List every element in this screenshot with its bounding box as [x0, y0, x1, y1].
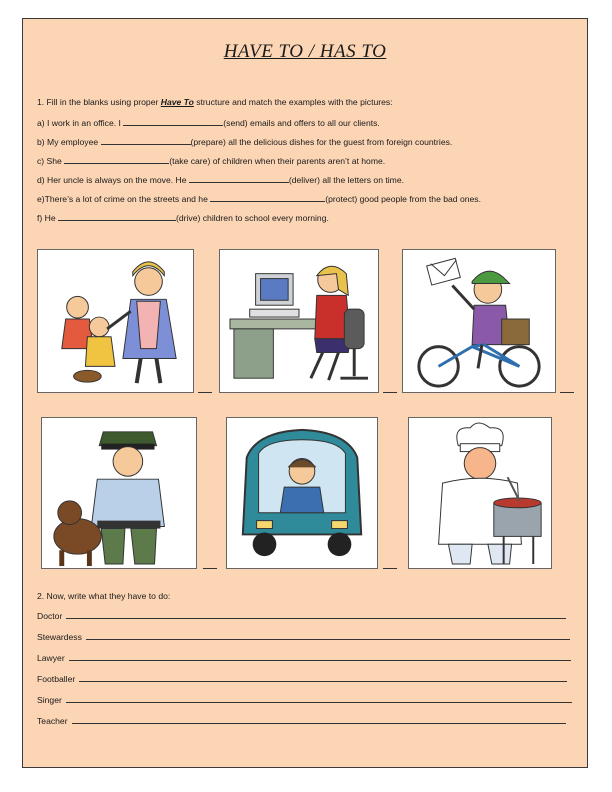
exercise1-instruction [37, 97, 393, 107]
sentence-f [37, 212, 329, 223]
sentence-b [37, 136, 452, 147]
sentence-d [37, 174, 404, 185]
profession-label: Doctor [37, 611, 63, 621]
instruction-suffix: structure and match the examples with the pictures: [193, 97, 393, 107]
profession-label: Teacher [37, 716, 68, 726]
instruction-prefix: 1. Fill in the blanks using proper [37, 97, 161, 107]
profession-label: Footballer [37, 674, 76, 684]
bus-driver-illustration [227, 418, 377, 568]
answer-mark-2[interactable] [383, 391, 397, 393]
sentence-text: (drive) children to school every morning. [176, 213, 329, 223]
postman-bicycle-illustration [403, 250, 555, 392]
sentence-e [37, 193, 481, 204]
policeman-dog-illustration [42, 418, 196, 568]
answer-blank[interactable] [189, 174, 289, 183]
sentence-text: e)There’s a lot of crime on the streets and he [37, 194, 211, 204]
profession-row [37, 674, 567, 684]
answer-mark-3[interactable] [560, 391, 574, 393]
profession-row [37, 611, 566, 621]
answer-mark-5[interactable] [383, 567, 397, 569]
answer-line[interactable] [79, 680, 567, 682]
sentence-text: f) He [37, 213, 59, 223]
page-title: HAVE TO / HAS TO [223, 41, 387, 62]
sentence-text: a) I work in an office. I [37, 118, 124, 128]
sentence-a [37, 117, 380, 128]
sentence-text: b) My employee [37, 137, 101, 147]
sentence-text: (deliver) all the letters on time. [288, 175, 404, 185]
answer-blank[interactable] [58, 212, 176, 221]
worksheet [22, 18, 588, 768]
exercise2-instruction: 2. Now, write what they have to do: [37, 591, 171, 601]
picture-office-worker [219, 249, 379, 393]
profession-row [37, 695, 572, 705]
answer-mark-4[interactable] [203, 567, 217, 569]
answer-blank[interactable] [101, 136, 191, 145]
answer-line[interactable] [72, 722, 566, 724]
picture-bus-driver [226, 417, 378, 569]
nanny-children-illustration [38, 250, 193, 392]
instruction-key-phrase: Have To [160, 97, 194, 107]
answer-line[interactable] [69, 659, 571, 661]
answer-blank[interactable] [64, 155, 169, 164]
profession-label: Lawyer [37, 653, 65, 663]
profession-row [37, 653, 571, 663]
answer-line[interactable] [66, 701, 572, 703]
sentence-text: (send) emails and offers to all our clients. [223, 118, 380, 128]
picture-policeman [41, 417, 197, 569]
sentence-text: (protect) good people from the bad ones. [325, 194, 481, 204]
answer-line[interactable] [66, 617, 566, 619]
picture-nanny [37, 249, 194, 393]
sentence-text: (prepare) all the delicious dishes for the guest from foreign countries. [190, 137, 453, 147]
answer-blank[interactable] [123, 117, 223, 126]
sentence-c [37, 155, 385, 166]
answer-blank[interactable] [210, 193, 325, 202]
sentence-text: c) She [37, 156, 65, 166]
profession-label: Stewardess [37, 632, 82, 642]
profession-row [37, 632, 570, 642]
answer-line[interactable] [86, 638, 570, 640]
profession-row [37, 716, 566, 726]
answer-mark-1[interactable] [198, 391, 212, 393]
chef-illustration [409, 418, 551, 568]
sentence-text: (take care) of children when their parents aren’t at home. [169, 156, 386, 166]
profession-label: Singer [37, 695, 62, 705]
picture-postman [402, 249, 556, 393]
office-worker-illustration [220, 250, 378, 392]
picture-chef [408, 417, 552, 569]
sentence-text: d) Her uncle is always on the move. He [37, 175, 189, 185]
